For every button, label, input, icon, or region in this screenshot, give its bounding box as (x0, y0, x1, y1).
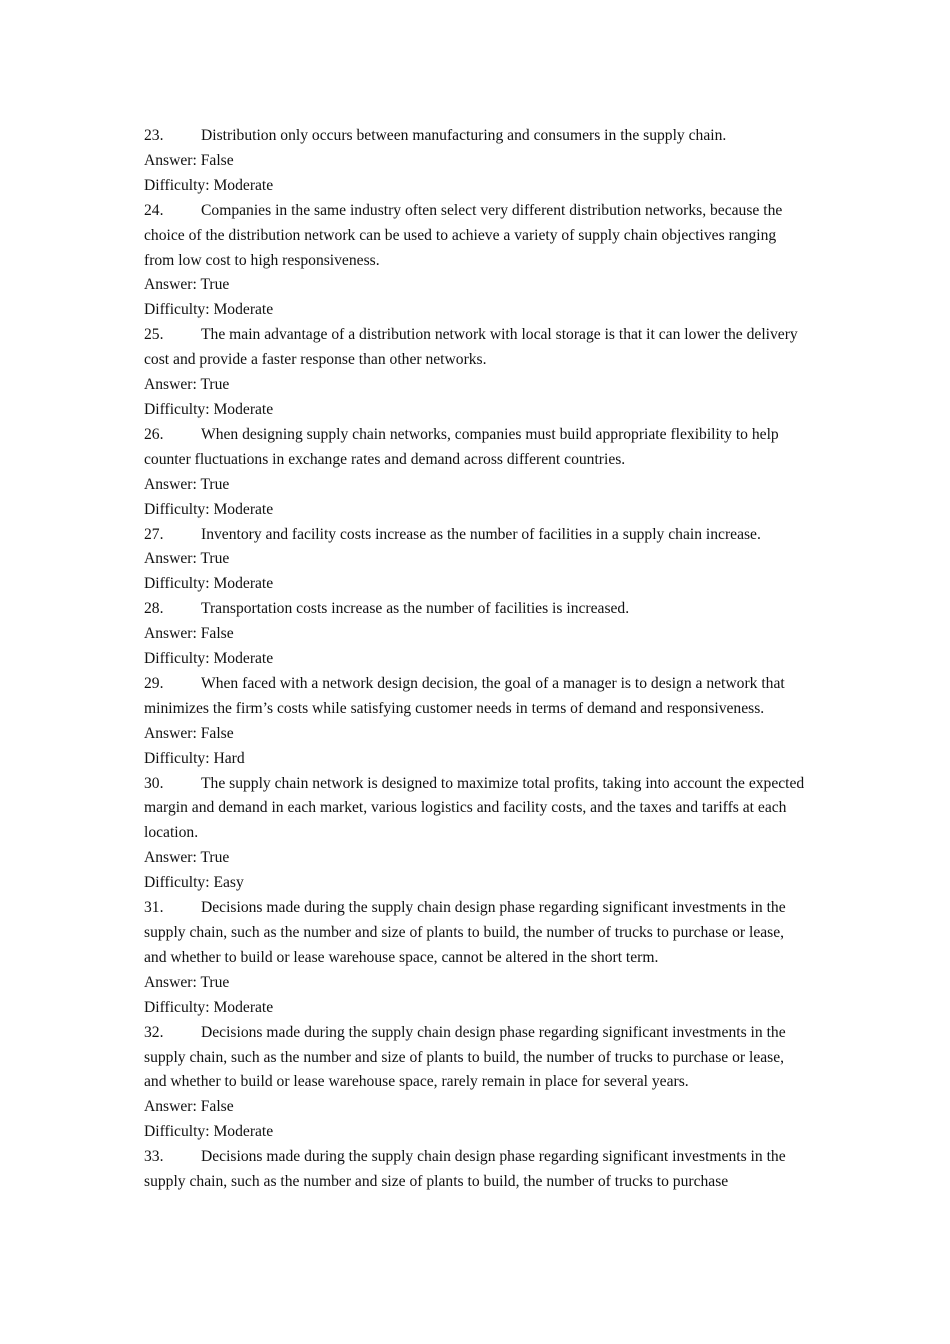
question-body: Companies in the same industry often select very different distribution networks, because the choice of the distribution network can be used to achieve a variety of supply chain objectives ranging from low cost to high responsiveness. (144, 201, 783, 269)
answer-line: Answer: False (144, 625, 234, 643)
question-text (144, 323, 808, 373)
question-body: The supply chain network is designed to maximize total profits, taking into account the expected margin and demand in each market, various logistics and facility costs, and the taxes and tariffs at each location. (144, 774, 805, 842)
question-body: Transportation costs increase as the number of facilities is increased. (201, 600, 630, 618)
question-number: 24. (144, 201, 164, 219)
question-text (144, 423, 808, 473)
question-number: 28. (144, 600, 164, 618)
question-number: 31. (144, 899, 164, 917)
question-block (144, 672, 808, 772)
difficulty-line: Difficulty: Moderate (144, 301, 274, 319)
question-block (144, 896, 808, 1021)
answer-line: Answer: True (144, 973, 230, 991)
question-block (144, 124, 808, 199)
difficulty-line: Difficulty: Moderate (144, 400, 274, 418)
question-block (144, 323, 808, 423)
question-number: 27. (144, 525, 164, 543)
question-body: Decisions made during the supply chain design phase regarding significant investments in the supply chain, such as the number and size of plants to build, the number of trucks to purchase (144, 1148, 786, 1191)
answer-line: Answer: False (144, 151, 234, 169)
question-number: 32. (144, 1023, 164, 1041)
difficulty-line: Difficulty: Moderate (144, 650, 274, 668)
question-text (144, 124, 808, 149)
question-number: 29. (144, 674, 164, 692)
question-block (144, 423, 808, 523)
difficulty-line: Difficulty: Hard (144, 749, 245, 767)
answer-line: Answer: True (144, 376, 230, 394)
question-number: 23. (144, 127, 164, 144)
answer-line: Answer: True (144, 849, 230, 867)
question-text (144, 672, 808, 722)
answer-line: Answer: False (144, 1098, 234, 1116)
document-page (144, 124, 808, 1195)
question-text (144, 1021, 808, 1096)
question-body: When faced with a network design decision, the goal of a manager is to design a network that minimizes the firm’s costs while satisfying customer needs in terms of demand and responsiveness. (144, 674, 785, 717)
difficulty-line: Difficulty: Easy (144, 874, 244, 892)
question-block (144, 597, 808, 672)
question-block (144, 772, 808, 897)
question-block (144, 1021, 808, 1146)
question-number: 33. (144, 1148, 164, 1166)
difficulty-line: Difficulty: Moderate (144, 575, 274, 593)
question-block (144, 1145, 808, 1195)
question-number: 25. (144, 326, 164, 344)
question-number: 30. (144, 774, 164, 792)
question-body: The main advantage of a distribution network with local storage is that it can lower the delivery cost and provide a faster response than other networks. (144, 326, 798, 369)
answer-line: Answer: False (144, 724, 234, 742)
question-block (144, 523, 808, 598)
question-block (144, 199, 808, 324)
question-text (144, 772, 808, 847)
question-number: 26. (144, 425, 164, 443)
answer-line: Answer: True (144, 276, 230, 294)
question-body: Decisions made during the supply chain design phase regarding significant investments in the supply chain, such as the number and size of plants to build, the number of trucks to purchase or lease, and whether to build or lease warehouse space, cannot be altered in the short term. (144, 899, 786, 966)
answer-line: Answer: True (144, 550, 230, 568)
question-text (144, 1145, 808, 1195)
question-text (144, 199, 808, 274)
answer-line: Answer: True (144, 475, 230, 493)
question-body: Decisions made during the supply chain design phase regarding significant investments in the supply chain, such as the number and size of plants to build, the number of trucks to purchase or lease, and whether to build or lease warehouse space, rarely remain in place for several years. (144, 1023, 786, 1091)
difficulty-line: Difficulty: Moderate (144, 1123, 274, 1141)
question-text (144, 896, 808, 971)
question-text (144, 523, 808, 548)
question-text (144, 597, 808, 622)
question-body: When designing supply chain networks, companies must build appropriate flexibility to help counter fluctuations in exchange rates and demand across different countries. (144, 425, 779, 468)
question-body: Inventory and facility costs increase as the number of facilities in a supply chain increase. (201, 525, 761, 543)
difficulty-line: Difficulty: Moderate (144, 500, 274, 518)
difficulty-line: Difficulty: Moderate (144, 176, 274, 194)
difficulty-line: Difficulty: Moderate (144, 998, 274, 1016)
question-body: Distribution only occurs between manufacturing and consumers in the supply chain. (201, 127, 727, 144)
